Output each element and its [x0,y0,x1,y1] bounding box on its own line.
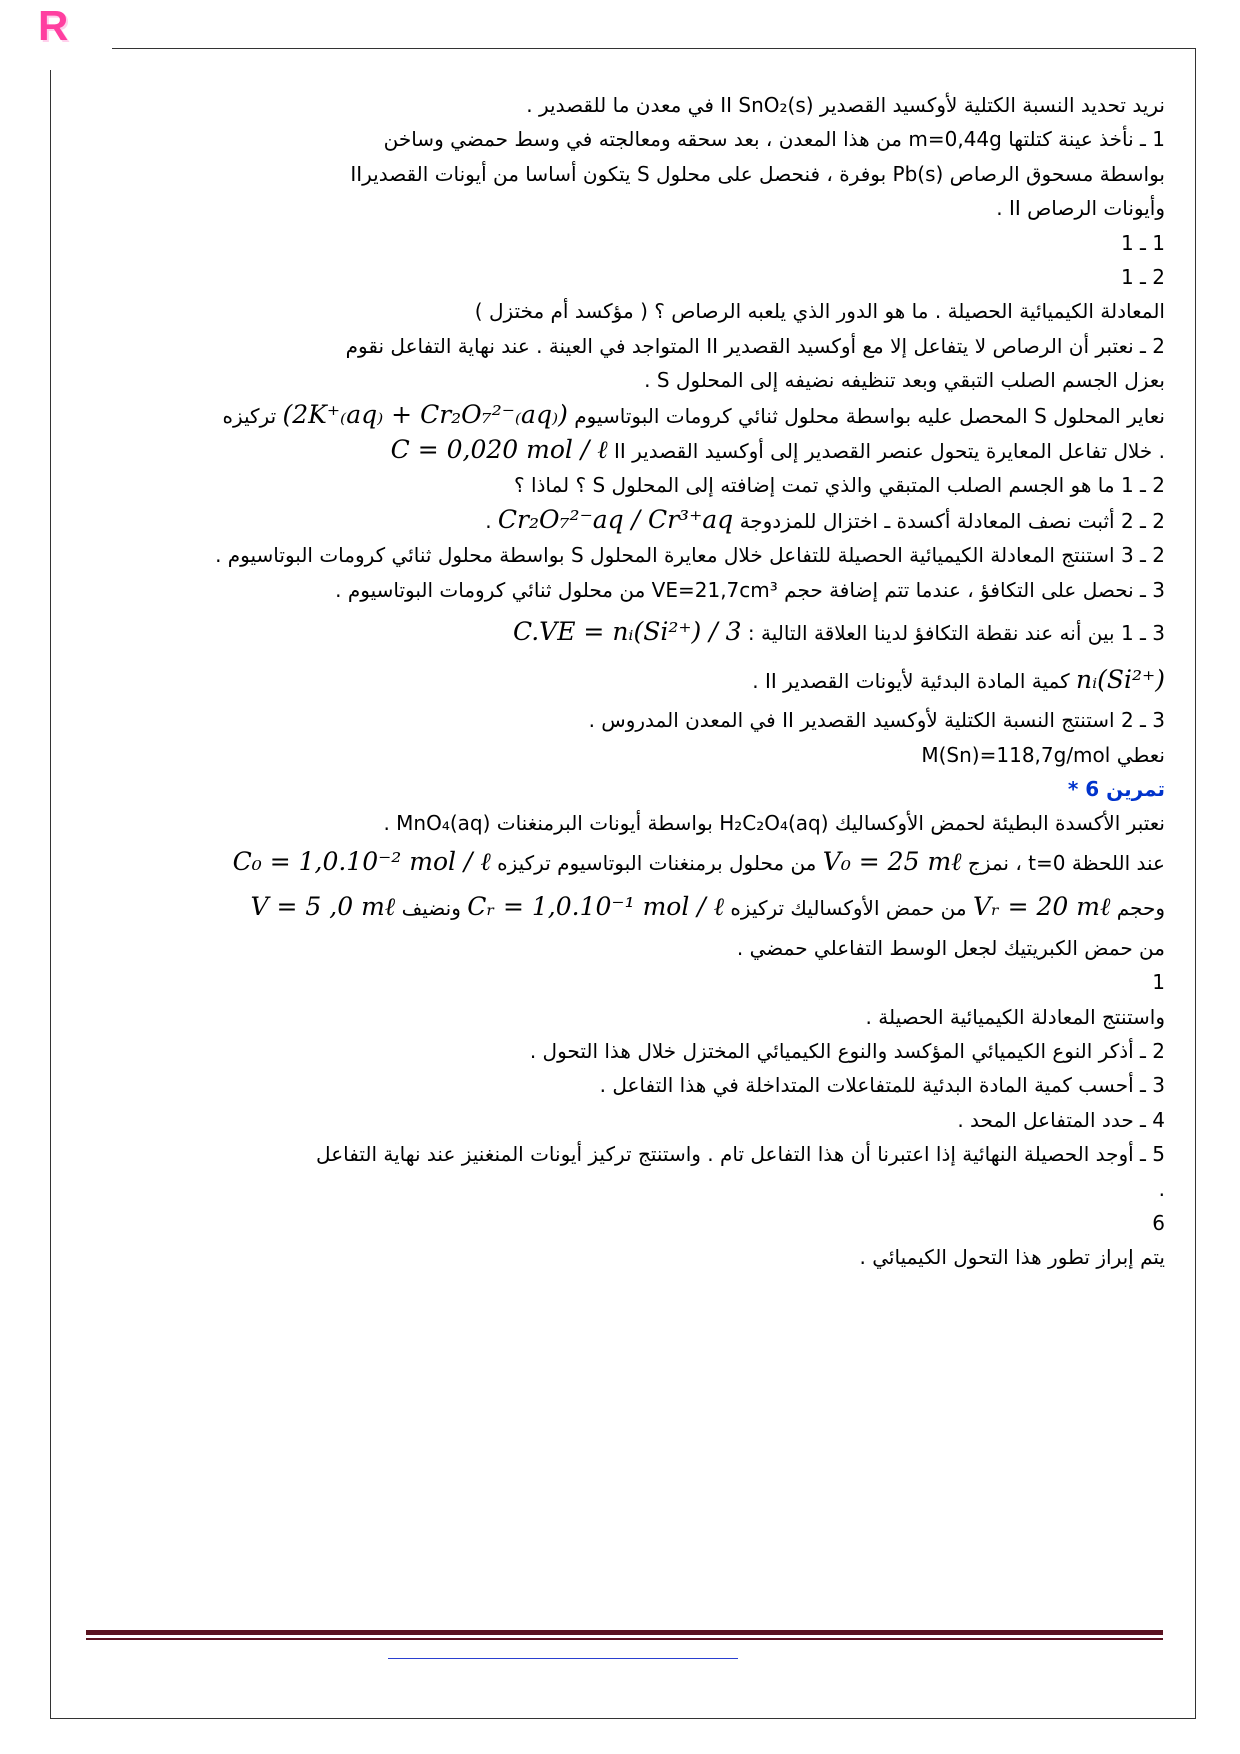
exercise-6-line-3: من حمض الكبريتيك لجعل الوسط التفاعلي حمضي . [736,935,1165,960]
text-line: المعادلة الكيميائية الحصيلة . ما هو الدور الذي يلعبه الرصاص ؟ ( مؤكسد أم مختزل ) [474,299,1165,324]
vr-formula: Vᵣ = 20 mℓ [972,891,1111,921]
exercise-6-q2: 2 ـ أذكر النوع الكيميائي المؤكسد والنوع الكيميائي المختزل خلال هذا التحول . [529,1038,1165,1063]
concentration-line [90,433,1165,468]
exercise-6-intro: نعتبر الأكسدة البطيئة لحمض الأوكساليك H₂C₂O₄(aq) بواسطة أيونات البرمنغنات MnO₄(aq) . [383,811,1165,836]
ex6-line2-mid2: ونضيف [401,895,461,920]
titration-line [90,398,1165,433]
frame-top-border [112,48,1195,49]
exercise-6-line-2 [90,884,1165,931]
question-2-1: 2 ـ 1 ما هو الجسم الصلب المتبقي والذي تمت إضافته إلى المحلول S ؟ لماذا ؟ [513,473,1165,498]
exercise-6-q5: 5 ـ أوجد الحصيلة النهائية إذا اعتبرنا أن هذا التفاعل تام . واستنتج تركيز أيونات المنغنيز عند نهاية التفاعل [316,1142,1165,1167]
document-body [90,88,1165,1275]
exercise-6-q6: 6 [1152,1210,1165,1235]
question-3-1-b [90,658,1165,703]
text-line: نريد تحديد النسبة الكتلية لأوكسيد القصدير II SnO₂(s) في معدن ما للقصدير . [526,93,1165,117]
frame-right-border [1195,48,1196,1718]
question-2-2-end: . [485,508,492,533]
text-line: 2 ـ 1 [1120,265,1165,290]
given-data [90,738,1165,772]
logo-r: R [38,2,69,49]
frame-left-border [50,70,51,1718]
text-line: وأيونات الرصاص II . [996,196,1165,221]
footer-rule-thick [86,1630,1163,1635]
c0-formula: C₀ = 1,0.10⁻² mol / ℓ [232,846,491,876]
question-2-2 [90,503,1165,538]
text-line: 1 ـ نأخذ عينة كتلتها m=0,44g من هذا المعدن ، بعد سحقه ومعالجته في وسط حمضي وساخن [383,127,1165,152]
text-line: بواسطة مسحوق الرصاص Pb(s) بوفرة ، فنحصل على محلول S يتكون أساسا من أيونات القصديرII [350,161,1165,186]
exercise-6-line-1 [90,841,1165,884]
ex6-line2-text: وحجم [1116,895,1165,920]
titration-after: تركيزه [222,403,277,428]
question-3-1-text: 3 ـ 1 بين أنه عند نقطة التكافؤ لدينا العلاقة التالية : [747,621,1165,646]
ex6-line1-text: عند اللحظة t=0 ، نمزج [967,850,1165,875]
equivalence-formula: C.VE = nᵢ(Si²⁺) / 3 [513,617,742,647]
couple-formula: Cr₂O₇²⁻aq / Cr³⁺aq [497,504,734,534]
ex6-line2-mid1: من حمض الأوكساليك تركيزه [730,895,967,920]
exercise-6-q4: 4 ـ حدد المتفاعل المحد . [957,1107,1165,1132]
footer-rule-thin [86,1638,1163,1640]
text-line: 2 ـ نعتبر أن الرصاص لا يتفاعل إلا مع أوكسيد القصدير II المتواجد في العينة . عند نهاية التفاعل نقوم [345,333,1165,358]
question-2-3: 2 ـ 3 استنتج المعادلة الكيميائية الحصيلة للتفاعل خلال معايرة المحلول S بواسطة محلول ثنائي كرومات البوتاسيوم . [215,543,1165,568]
question-2-2-text: 2 ـ 2 أثبت نصف المعادلة أكسدة ـ اختزال للمزدوجة [739,508,1165,533]
question-3-1 [90,607,1165,658]
concentration-text: . خلال تفاعل المعايرة يتحول عنصر القصدير إلى أوكسيد القصدير II [613,439,1165,464]
molar-mass: M(Sn)=118,7g/mol [921,742,1111,767]
frame-bottom-border [50,1718,1196,1719]
footer-link-underline[interactable] [388,1658,738,1659]
exercise-6-q3: 3 ـ أحسب كمية المادة البدئية للمتفاعلات المتداخلة في هذا التفاعل . [599,1073,1165,1098]
exercise-6-q6b: يتم إبراز تطور هذا التحول الكيميائي . [859,1245,1165,1270]
ex6-line1-mid: من محلول برمنغنات البوتاسيوم تركيزه [497,850,817,875]
exercise-6-title: تمرين 6 * [1067,776,1165,801]
text-line: 1 ـ 1 [1120,230,1165,255]
exercise-6-q5-dot: . [1158,1176,1165,1201]
v-formula: V = 5 ,0 mℓ [250,891,396,921]
cr-formula: Cᵣ = 1,0.10⁻¹ mol / ℓ [467,891,725,921]
initial-amount-formula: nᵢ(Si²⁺) [1076,665,1165,695]
v0-formula: V₀ = 25 mℓ [822,846,962,876]
question-3-2: 3 ـ 2 استنتج النسبة الكتلية لأوكسيد القصدير II في المعدن المدروس . [588,708,1165,733]
concentration-formula: C = 0,020 mol / ℓ [390,435,608,465]
dichromate-formula: (2K⁺₍aq₎ + Cr₂O₇²⁻₍aq₎) [282,399,568,429]
question-3: 3 ـ نحصل على التكافؤ ، عندما تتم إضافة حجم VE=21,7cm³ من محلول ثنائي كرومات البوتاسيوم . [335,577,1165,602]
question-3-1-b-text: كمية المادة البدئية لأيونات القصدير II . [752,669,1070,694]
given-label: نعطي [1116,742,1165,767]
text-line: بعزل الجسم الصلب التبقي وبعد تنظيفه نضيفه إلى المحلول S . [644,368,1165,393]
exercise-6-q1: 1 [1152,970,1165,995]
titration-text: نعاير المحلول S المحصل عليه بواسطة محلول ثنائي كرومات البوتاسيوم [574,403,1165,428]
exercise-6-q1b: واستنتج المعادلة الكيميائية الحصيلة . [865,1004,1165,1029]
